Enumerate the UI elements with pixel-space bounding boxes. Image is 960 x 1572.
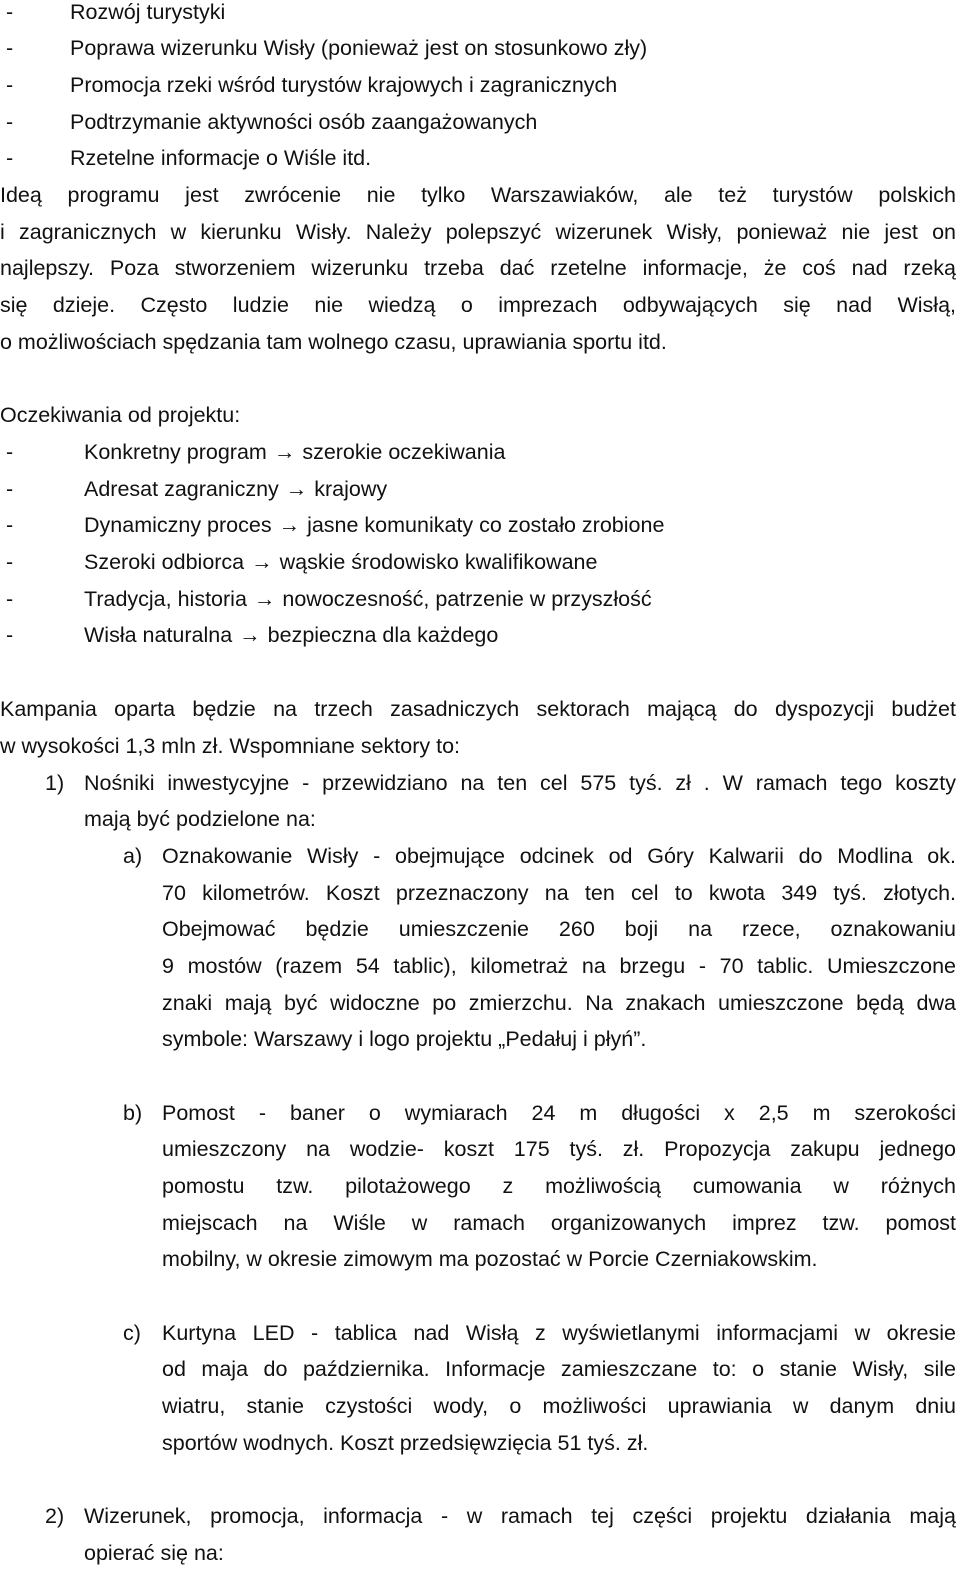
list-marker: c)	[123, 1321, 141, 1345]
intro-line: Ideą programu jest zwrócenie nie tylko Warszawiaków, ale też turystów polskich	[0, 183, 956, 207]
item1-line: mają być podzielone na:	[84, 807, 316, 831]
list-marker: 2)	[45, 1504, 65, 1528]
item-a-line: znaki mają być widoczne po zmierzchu. Na znakach umieszczone będą dwa	[162, 991, 956, 1015]
item-a-line: 9 mostów (razem 54 tablic), kilometraż na brzegu - 70 tablic. Umieszczone	[162, 954, 956, 978]
item-c-line: sportów wodnych. Koszt przedsięwzięcia 51 tyś. zł.	[162, 1431, 649, 1455]
expectations-heading: Oczekiwania od projektu:	[0, 403, 241, 427]
item2-line: opierać się na:	[84, 1541, 224, 1565]
list-marker: a)	[123, 844, 143, 868]
item-c-line: od maja do października. Informacje zamieszczane to: o stanie Wisły, sile	[162, 1357, 956, 1381]
intro-line: najlepszy. Poza stworzeniem wizerunku trzeba dać rzetelne informacje, że coś nad rzeką	[0, 256, 956, 280]
bullet-dash: -	[6, 477, 14, 501]
bullet-dash: -	[6, 513, 14, 537]
list-marker: 1)	[45, 771, 65, 795]
arrow-right-icon: →	[251, 550, 273, 574]
arrow-right-icon: →	[278, 513, 301, 537]
list-marker: b)	[123, 1101, 143, 1125]
arrow-right-icon: →	[239, 623, 261, 647]
item-c-line: Kurtyna LED - tablica nad Wisłą z wyświetlanymi informacjami w okresie	[162, 1321, 956, 1345]
bullet-dash: -	[6, 0, 14, 24]
item-a-line: Oznakowanie Wisły - obejmujące odcinek od Góry Kalwarii do Modlina ok.	[162, 844, 956, 868]
item1-line: Nośniki inwestycyjne - przewidziano na ten cel 575 tyś. zł . W ramach tego koszty	[84, 771, 956, 795]
item-b-line: Pomost - baner o wymiarach 24 m długości x 2,5 m szerokości	[162, 1101, 956, 1125]
intro-line: i zagranicznych w kierunku Wisły. Należy polepszyć wizerunek Wisły, ponieważ nie jest on	[0, 220, 956, 244]
item-b-line: umieszczony na wodzie- koszt 175 tyś. zł. Propozycja zakupu jednego	[162, 1137, 956, 1161]
bullet-dash: -	[6, 73, 14, 97]
document-page: - Rozwój turystyki - Poprawa wizerunku Wisły (ponieważ jest on stosunkowo zły) - Promocja rzeki wśród turystów krajowych i zagranicznych - Podtrzymanie aktywności osób zaangażowanych - Rzetelne informacje o Wiśle itd. Ideą programu jest zwrócenie nie tylko Warszawiaków, ale też turystów polskich i zagranicznych w kierunku Wisły. Należy polepszyć wizerunek Wisły, ponieważ nie jest on najlepszy. Poza stworzeniem wizerunku trzeba dać rzetelne informacje, że coś nad rzeką się dzieje. Często ludzie nie wiedzą o imprezach odbywających się nad Wisłą, o możliwościach spędzania tam wolnego czasu, uprawiania sportu itd. Oczekiwania od projektu: - Konkretny program → szerokie oczekiwania - Adresat zagraniczny → krajowy - Dynamiczny proces → jasne komunikaty co zostało zrobione - Szeroki odbiorca → wąskie środowisko kwalifikowane - Tradycja, historia → nowoczesność, patrzenie w przyszłość - Wisła naturalna → bezpieczna dla każdego Kampania oparta będzie na trzech zasadniczych sektorach mającą do dyspozycji budżet w wysokości 1,3 mln zł. Wspomniane sektory to: 1) Nośniki inwestycyjne - przewidziano na ten cel 575 tyś. zł . W ramach tego koszty mają być podzielone na: a) Oznakowanie Wisły - obejmujące odcinek od Góry Kalwarii do Modlina ok. 70 kilometrów. Koszt przeznaczony na ten cel to kwota 349 tyś. złotych. Obejmować będzie umieszczenie 260 boji na rzece, oznakowaniu 9 mostów (razem 54 tablic), kilometraż na brzegu - 70 tablic. Umieszczone znaki mają być widoczne po zmierzchu. Na znakach umieszczone będą dwa symbole: Warszawy i logo projektu „Pedałuj i płyń”. b) Pomost - baner o wymiarach 24 m długości x 2,5 m szerokości umieszczony na wodzie- koszt 175 tyś. zł. Propozycja zakupu jednego pomostu tzw. pilotażowego z możliwością cumowania w różnych miejscach na Wiśle w ramach organizowanych imprez tzw. pomost mobilny, w okresie zimowym ma pozostać w Porcie Czerniakowskim. c) Kurtyna LED - tablica nad Wisłą z wyświetlanymi informacjami w okresie od maja do października. Informacje zamieszczane to: o stanie Wisły, sile wiatru, stanie czystości wody, o możliwości uprawiania w danym dniu sportów wodnych. Koszt przedsięwzięcia 51 tyś. zł. 2) Wizerunek, promocja, informacja - w ramach tej części projektu działania mają opierać się na:	[0, 0, 960, 1572]
arrow-right-icon: →	[253, 587, 276, 611]
item-b-line: miejscach na Wiśle w ramach organizowanych imprez tzw. pomost	[162, 1211, 956, 1235]
bullet-dash: -	[6, 623, 14, 647]
bullet-dash: -	[6, 587, 14, 611]
intro-line: o możliwościach spędzania tam wolnego czasu, uprawiania sportu itd.	[0, 330, 667, 354]
item2-line: Wizerunek, promocja, informacja - w ramach tej części projektu działania mają	[84, 1504, 956, 1528]
bullet-dash: -	[6, 440, 14, 464]
bullet-dash: -	[6, 146, 14, 170]
arrow-right-icon: →	[285, 477, 308, 501]
campaign-line: w wysokości 1,3 mln zł. Wspomniane sektory to:	[0, 734, 461, 758]
item-b-line: pomostu tzw. pilotażowego z możliwością cumowania w różnych	[162, 1174, 956, 1198]
bullet-dash: -	[6, 36, 14, 60]
campaign-line: Kampania oparta będzie na trzech zasadniczych sektorach mającą do dyspozycji budżet	[0, 697, 956, 721]
item-a-line: Obejmować będzie umieszczenie 260 boji na rzece, oznakowaniu	[162, 917, 956, 941]
item-b-line: mobilny, w okresie zimowym ma pozostać w Porcie Czerniakowskim.	[162, 1247, 818, 1271]
arrow-right-icon: →	[273, 440, 296, 464]
intro-line: się dzieje. Często ludzie nie wiedzą o imprezach odbywających się nad Wisłą,	[0, 293, 956, 317]
bullet-dash: -	[6, 550, 14, 574]
item-a-line: 70 kilometrów. Koszt przeznaczony na ten cel to kwota 349 tyś. złotych.	[162, 881, 956, 905]
item-a-line: symbole: Warszawy i logo projektu „Pedałuj i płyń”.	[162, 1027, 647, 1051]
bullet-dash: -	[6, 110, 14, 134]
item-c-line: wiatru, stanie czystości wody, o możliwości uprawiania w danym dniu	[162, 1394, 956, 1418]
